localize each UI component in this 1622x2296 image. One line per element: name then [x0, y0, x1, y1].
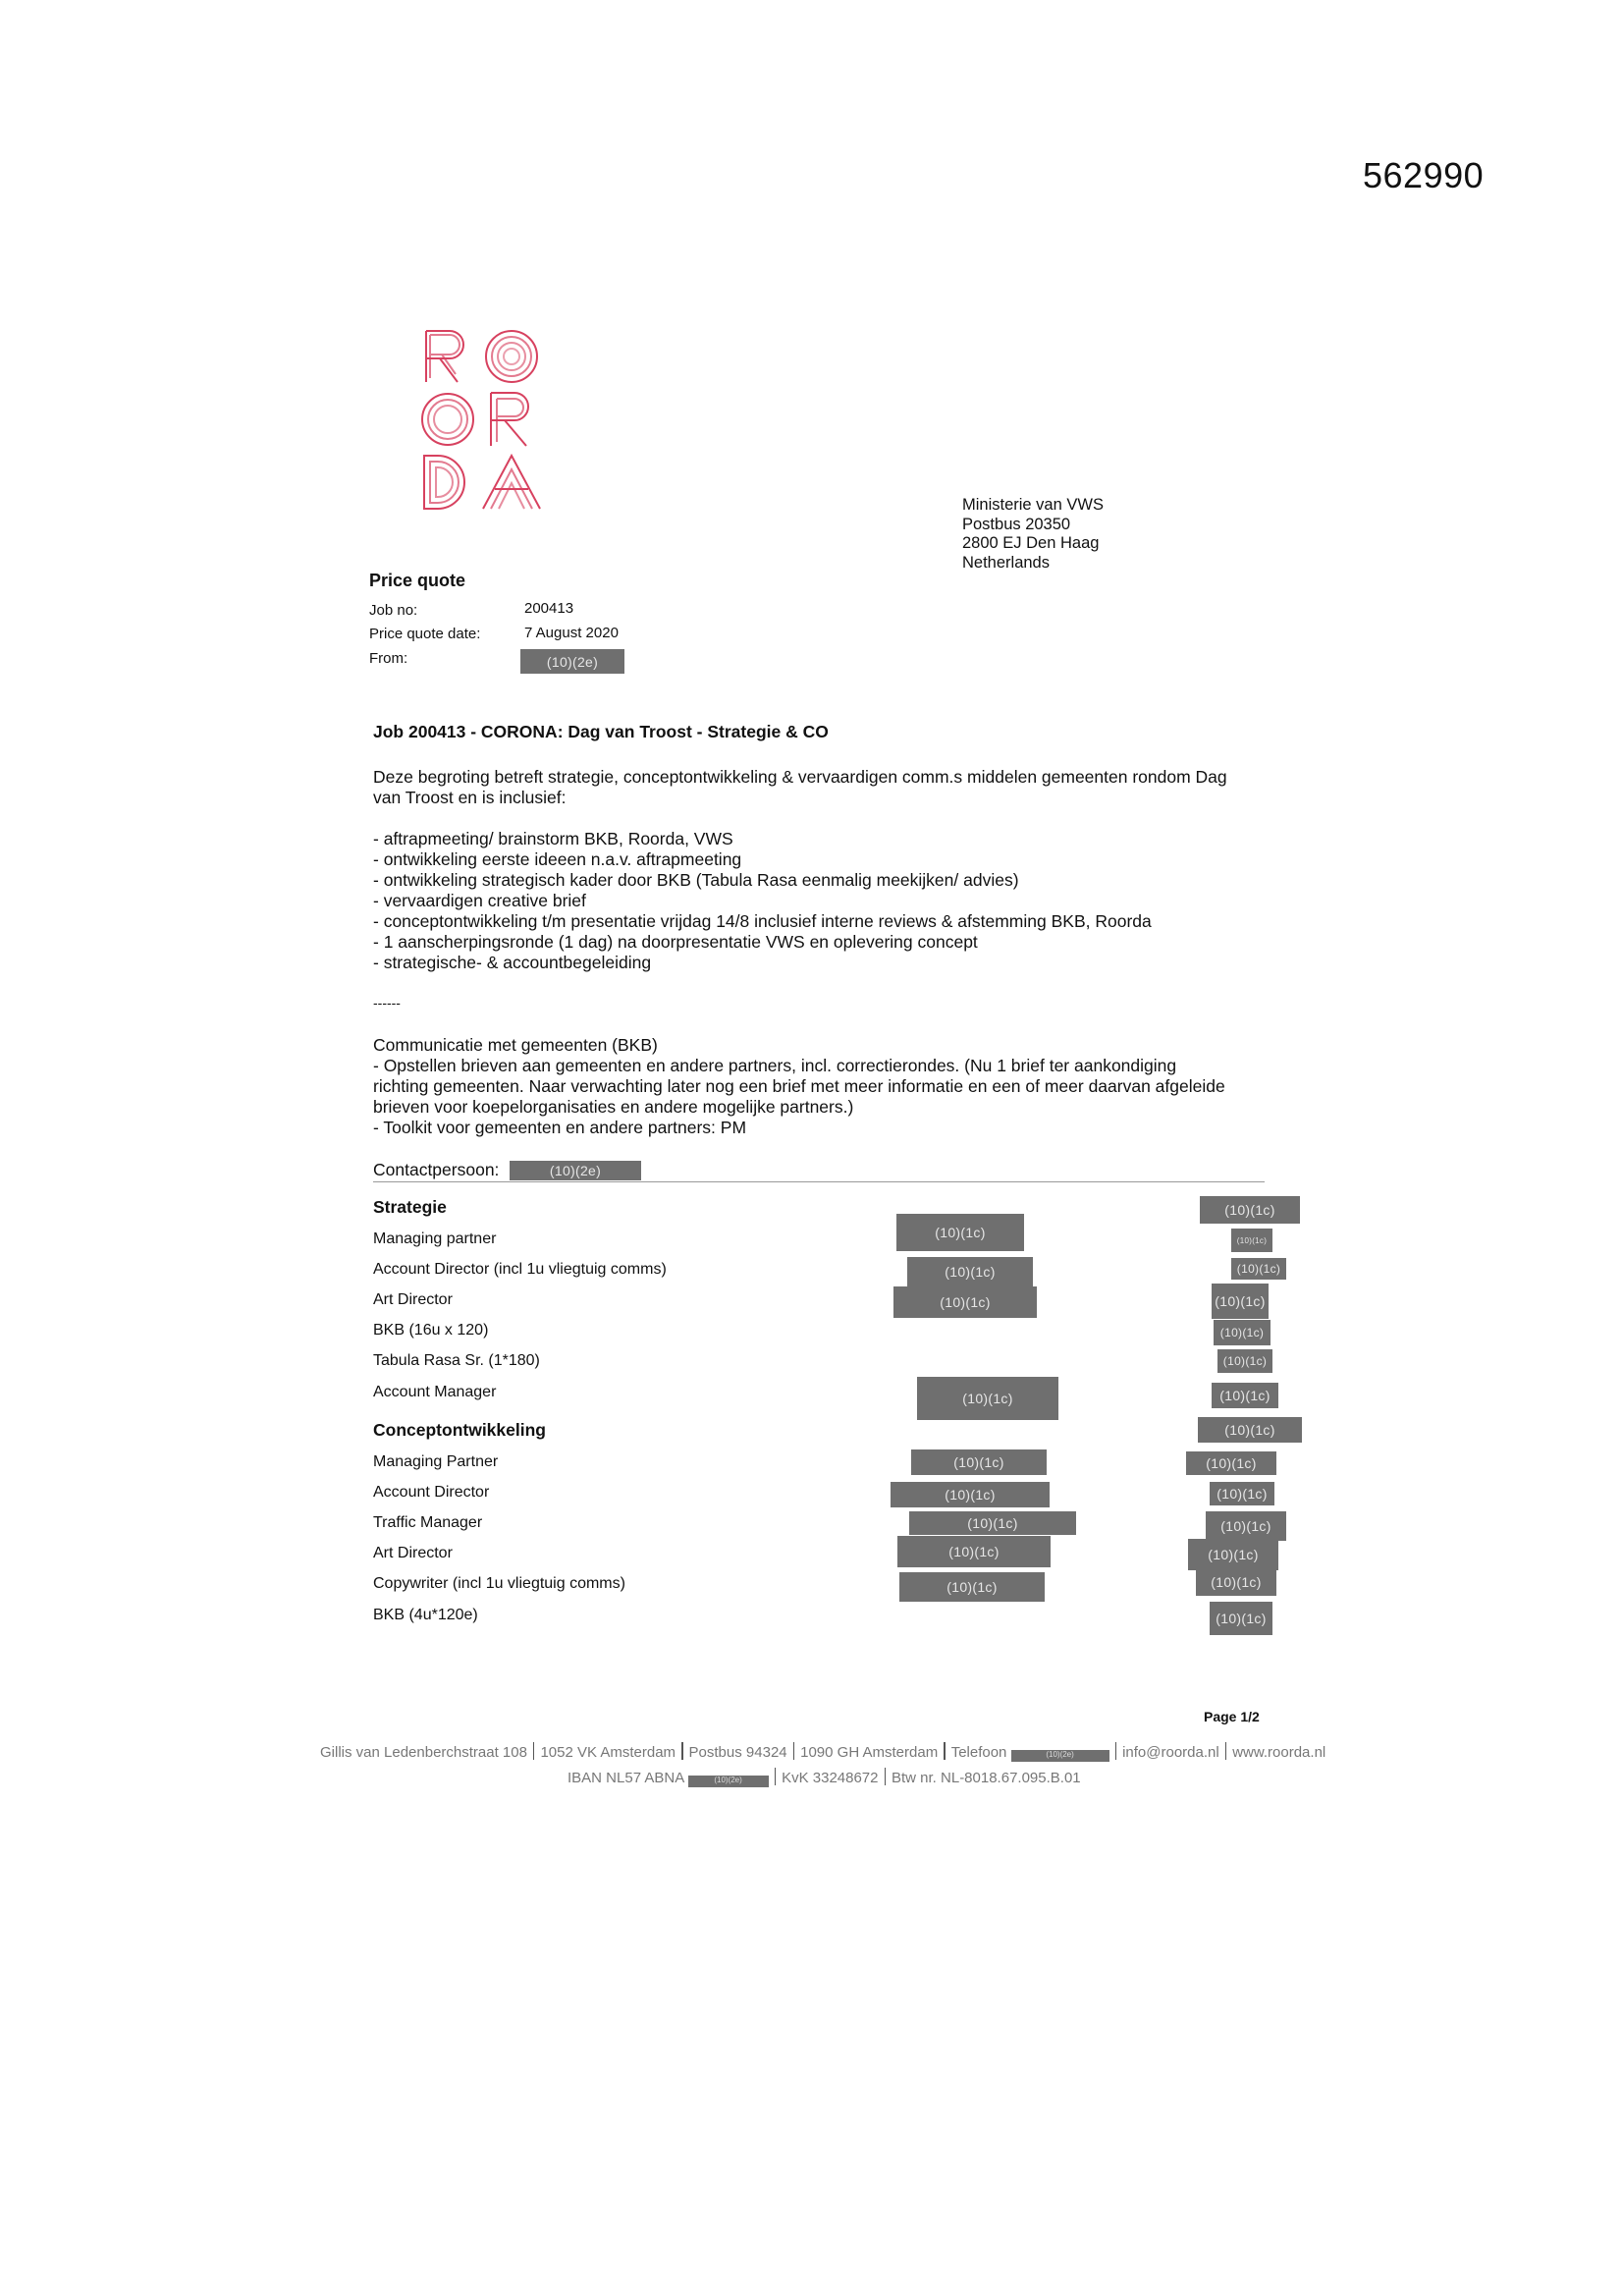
price-redaction: (10)(1c)	[1196, 1568, 1276, 1596]
footer-separator	[775, 1768, 777, 1785]
divider-text: ------	[373, 995, 401, 1011]
table-row-label: Art Director	[373, 1545, 453, 1561]
document-number: 562990	[1363, 155, 1485, 195]
recipient-line: 2800 EJ Den Haag	[962, 534, 1100, 552]
recipient-address	[962, 496, 1104, 573]
list-item: - ontwikkeling eerste ideeen n.a.v. aftrapmeeting	[373, 849, 742, 869]
date-value: 7 August 2020	[524, 625, 619, 641]
amount-redaction: (10)(1c)	[897, 1536, 1051, 1567]
table-row-label: Traffic Manager	[373, 1514, 483, 1531]
price-redaction: (10)(1c)	[1198, 1417, 1302, 1443]
list-item: - aftrapmeeting/ brainstorm BKB, Roorda, VWS	[373, 829, 733, 848]
communication-text	[373, 1035, 1286, 1138]
price-redaction: (10)(1c)	[1231, 1258, 1286, 1280]
table-row-label: Managing partner	[373, 1230, 497, 1247]
footer-postbus: Postbus 94324	[688, 1744, 787, 1761]
price-quote-title: Price quote	[369, 571, 466, 590]
amount-redaction: (10)(1c)	[896, 1214, 1024, 1251]
footer-postbus-city: 1090 GH Amsterdam	[800, 1744, 939, 1761]
amount-redaction: (10)(1c)	[893, 1286, 1037, 1318]
communication-line: richting gemeenten. Naar verwachting later nog een brief met meer informatie en een of meer daarvan afgeleide	[373, 1076, 1225, 1096]
list-item: - 1 aanscherpingsronde (1 dag) na doorpresentatie VWS en oplevering concept	[373, 932, 978, 952]
recipient-line: Ministerie van VWS	[962, 496, 1104, 514]
communication-line: brieven voor koepelorganisaties en andere mogelijke partners.)	[373, 1097, 854, 1117]
list-item: - strategische- & accountbegeleiding	[373, 953, 652, 972]
date-label: Price quote date:	[369, 626, 481, 642]
contact-label: Contactpersoon:	[373, 1160, 500, 1179]
price-redaction: (10)(1c)	[1188, 1539, 1278, 1570]
amount-redaction: (10)(1c)	[917, 1377, 1058, 1420]
footer-postcode: 1052 VK Amsterdam	[540, 1744, 676, 1761]
communication-line: Communicatie met gemeenten (BKB)	[373, 1035, 658, 1055]
recipient-line: Netherlands	[962, 553, 1050, 572]
table-row-label: Account Director (incl 1u vliegtuig comms)	[373, 1261, 667, 1278]
price-redaction: (10)(1c)	[1212, 1284, 1269, 1319]
price-redaction: (10)(1c)	[1217, 1349, 1272, 1373]
amount-redaction: (10)(1c)	[911, 1449, 1047, 1475]
footer-iban-label: IBAN NL57 ABNA	[568, 1770, 684, 1786]
amount-redaction: (10)(1c)	[899, 1572, 1045, 1602]
job-no-label: Job no:	[369, 602, 418, 619]
intro-line: Deze begroting betreft strategie, conceptontwikkeling & vervaardigen comm.s middelen gemeenten rondom Dag	[373, 767, 1227, 787]
footer-separator	[1115, 1742, 1117, 1760]
job-title: Job 200413 - CORONA: Dag van Troost - Strategie & CO	[373, 722, 829, 741]
price-redaction: (10)(1c)	[1186, 1451, 1276, 1475]
footer-website[interactable]: www.roorda.nl	[1232, 1744, 1326, 1761]
table-row-label: Copywriter (incl 1u vliegtuig comms)	[373, 1575, 625, 1592]
table-row-label: Art Director	[373, 1291, 453, 1308]
price-redaction: (10)(1c)	[1200, 1196, 1300, 1224]
price-redaction: (10)(1c)	[1212, 1383, 1278, 1408]
price-redaction: (10)(1c)	[1214, 1320, 1271, 1345]
footer-vat: Btw nr. NL-8018.67.095.B.01	[892, 1770, 1081, 1786]
price-redaction: (10)(1c)	[1231, 1229, 1272, 1252]
footer-separator	[681, 1742, 683, 1760]
footer-separator	[944, 1742, 946, 1760]
table-row-label: Tabula Rasa Sr. (1*180)	[373, 1352, 540, 1369]
table-row-label: BKB (16u x 120)	[373, 1322, 489, 1339]
table-row-label: Managing Partner	[373, 1453, 499, 1470]
iban-redaction: (10)(2e)	[688, 1776, 769, 1787]
price-redaction: (10)(1c)	[1210, 1602, 1272, 1635]
phone-redaction: (10)(2e)	[1011, 1750, 1109, 1762]
table-rule	[373, 1181, 1265, 1182]
recipient-line: Postbus 20350	[962, 515, 1071, 533]
list-item: - vervaardigen creative brief	[373, 891, 586, 910]
footer-kvk: KvK 33248672	[782, 1770, 879, 1786]
amount-redaction: (10)(1c)	[909, 1511, 1076, 1535]
contact-redaction: (10)(2e)	[510, 1161, 641, 1180]
footer-separator	[793, 1742, 795, 1760]
footer-street: Gillis van Ledenberchstraat 108	[320, 1744, 527, 1761]
from-label: From:	[369, 650, 408, 667]
footer-separator	[533, 1742, 535, 1760]
intro-text	[373, 767, 1286, 808]
communication-line: - Opstellen brieven aan gemeenten en andere partners, incl. correctierondes. (Nu 1 brief ter aankondiging	[373, 1056, 1177, 1075]
price-redaction: (10)(1c)	[1210, 1482, 1274, 1505]
table-row-label: Account Manager	[373, 1384, 497, 1400]
price-redaction: (10)(1c)	[1206, 1511, 1286, 1541]
list-item: - conceptontwikkeling t/m presentatie vrijdag 14/8 inclusief interne reviews & afstemming BKB, Roorda	[373, 911, 1152, 931]
footer-email[interactable]: info@roorda.nl	[1122, 1744, 1219, 1761]
intro-line: van Troost en is inclusief:	[373, 788, 567, 807]
from-redaction: (10)(2e)	[520, 649, 624, 674]
amount-redaction: (10)(1c)	[907, 1257, 1033, 1286]
communication-line: - Toolkit voor gemeenten en andere partners: PM	[373, 1118, 747, 1137]
footer-bank	[568, 1768, 1081, 1787]
footer-separator	[1225, 1742, 1227, 1760]
section-strategie: Strategie	[373, 1197, 447, 1217]
section-conceptontwikkeling: Conceptontwikkeling	[373, 1420, 546, 1440]
footer-phone-label: Telefoon	[950, 1744, 1007, 1761]
job-no-value: 200413	[524, 600, 574, 617]
roorda-logo	[418, 326, 546, 513]
page-number: Page 1/2	[1204, 1709, 1260, 1724]
footer-separator	[885, 1768, 887, 1785]
included-list	[373, 829, 1286, 973]
table-row-label: BKB (4u*120e)	[373, 1607, 478, 1623]
amount-redaction: (10)(1c)	[891, 1482, 1050, 1507]
table-row-label: Account Director	[373, 1484, 490, 1501]
footer-address	[320, 1742, 1325, 1762]
list-item: - ontwikkeling strategisch kader door BKB (Tabula Rasa eenmalig meekijken/ advies)	[373, 870, 1019, 890]
